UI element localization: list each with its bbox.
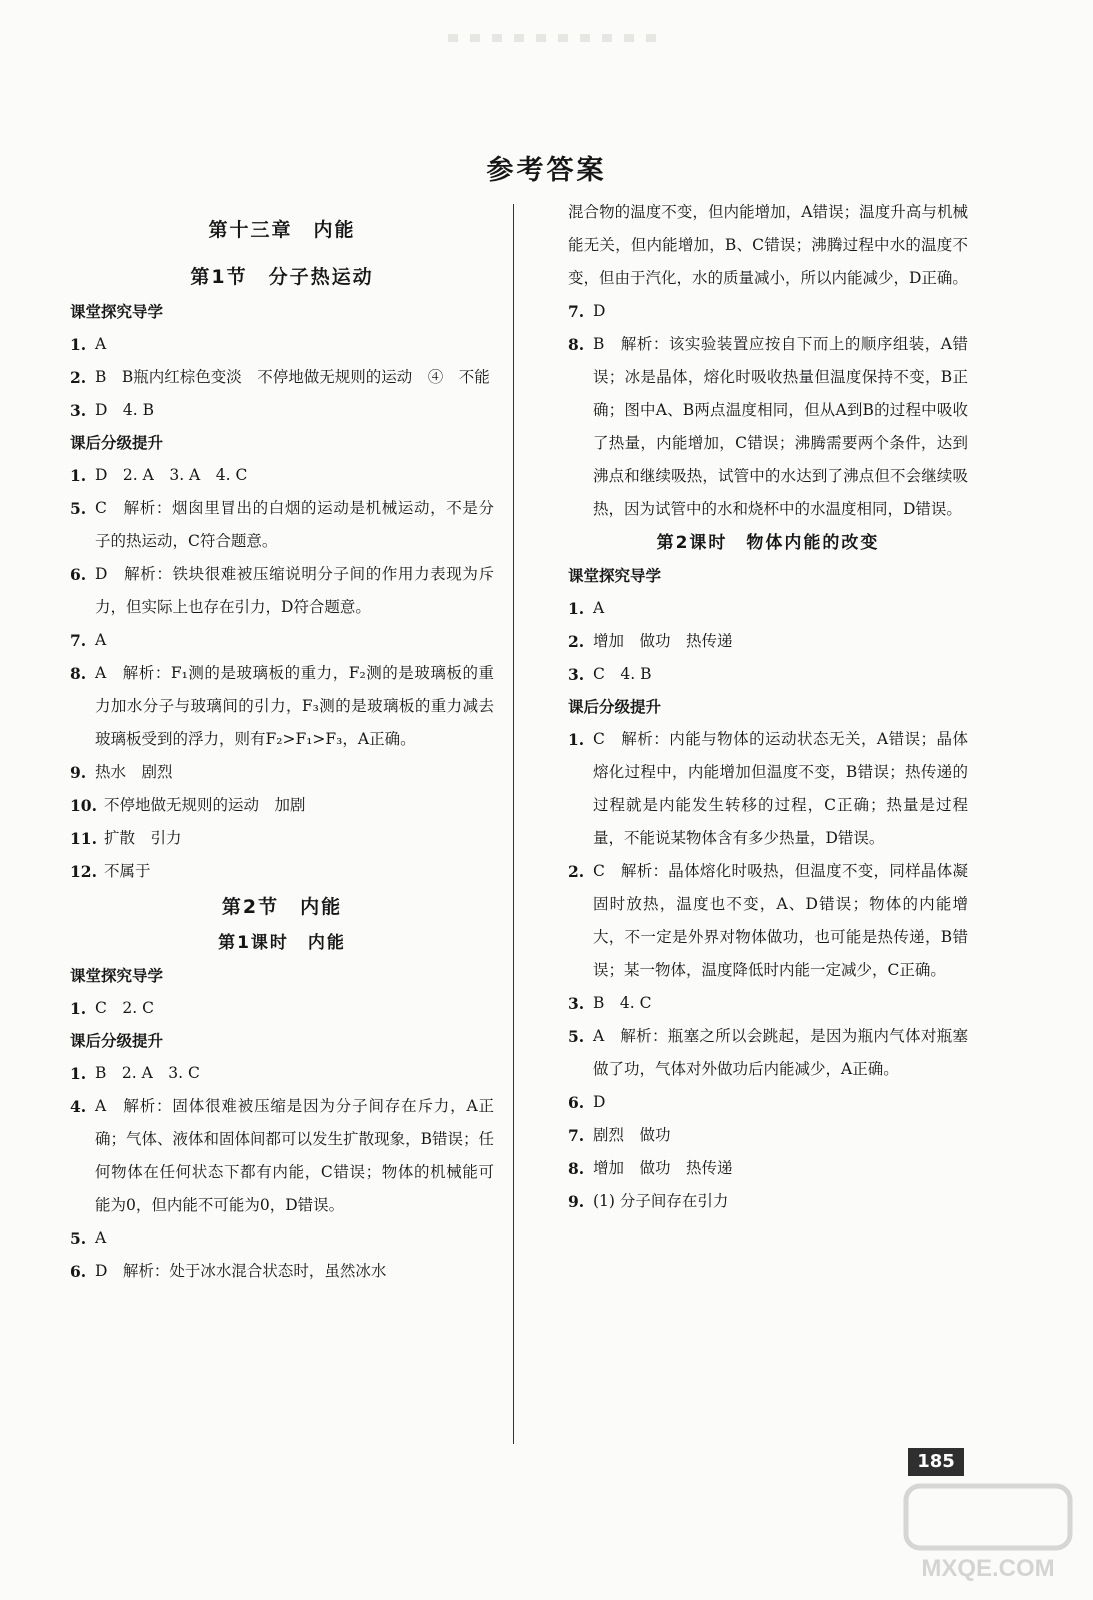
answer-text: A (95, 335, 107, 353)
answer-item (568, 328, 968, 526)
answer-number: 4. (70, 1097, 87, 1116)
answer-text: D 解析：铁块很难被压缩说明分子间的作用力表现为斥力，但实际上也存在引力，D符合题意。 (95, 565, 494, 616)
answer-item (70, 558, 494, 624)
answer-item (568, 855, 968, 987)
answer-text: (1) 分子间存在引力 (593, 1192, 729, 1210)
answer-number: 7. (568, 302, 585, 321)
answer-text: B 解析：该实验装置应按自下而上的顺序组装，A错误；冰是晶体，熔化时吸收热量但温度保持不变，B正确；图中A、B两点温度相同，但从A到B的过程中吸收了热量，内能增加，C错误；沸腾需要两个条件，达到沸点和继续吸热，试管中的水达到了沸点但不会继续吸热，因为试管中的水和烧杯中的水温度相同，D错误。 (593, 335, 968, 518)
answer-item (70, 1090, 494, 1222)
answer-item (70, 822, 494, 855)
answer-number: 1. (70, 466, 87, 485)
answer-text: 不停地做无规则的运动 加剧 (104, 796, 306, 814)
answer-text: 增加 做功 热传递 (593, 1159, 733, 1177)
answer-number: 1. (568, 599, 585, 618)
answer-number: 9. (568, 1192, 585, 1211)
right-column (568, 196, 968, 1218)
answer-item (70, 992, 494, 1025)
answer-text: A 解析：固体很难被压缩是因为分子间存在斥力，A正确；气体、液体和固体间都可以发生扩散现象，B错误；任何物体在任何状态下都有内能，C错误；物体的机械能可能为0，但内能不可能为0，D错误。 (95, 1097, 494, 1214)
answer-number: 6. (70, 565, 87, 584)
section-title: 第1节 分子热运动 (190, 266, 374, 288)
answer-item (70, 1222, 494, 1255)
answer-text: B 2. A 3. C (95, 1064, 200, 1082)
answer-text: A (95, 1229, 107, 1247)
answer-item (568, 625, 968, 658)
answer-number: 5. (568, 1027, 585, 1046)
answer-item (70, 1255, 494, 1288)
answer-text: 不属于 (104, 862, 151, 880)
answer-number: 12. (70, 862, 97, 881)
answer-item (568, 987, 968, 1020)
watermark-logo (898, 1480, 1078, 1590)
answer-number: 5. (70, 1229, 87, 1248)
answer-number: 1. (70, 1064, 87, 1083)
answer-number: 5. (70, 499, 87, 518)
answer-number: 6. (568, 1093, 585, 1112)
answer-number: 1. (568, 730, 585, 749)
answer-number: 7. (568, 1126, 585, 1145)
answer-number: 2. (70, 368, 87, 387)
continued-text: 混合物的温度不变，但内能增加，A错误；温度升高与机械能无关，但内能增加，B、C错误；沸腾过程中水的温度不变，但由于汽化，水的质量减小，所以内能减少，D正确。 (568, 203, 968, 287)
answer-item (568, 1119, 968, 1152)
answer-text: A 解析：瓶塞之所以会跳起，是因为瓶内气体对瓶塞做了功，气体对外做功后内能减少，A正确。 (593, 1027, 968, 1078)
answer-text: D (593, 302, 606, 320)
answer-number: 1. (70, 999, 87, 1018)
answer-text: C 解析：内能与物体的运动状态无关，A错误；晶体熔化过程中，内能增加但温度不变，B错误；热传递的过程就是内能发生转移的过程，C正确；热量是过程量，不能说某物体含有多少热量，D错误。 (593, 730, 968, 847)
answer-text: 剧烈 做功 (593, 1126, 671, 1144)
answer-text: A 解析：F₁测的是玻璃板的重力，F₂测的是玻璃板的重力加水分子与玻璃间的引力，F₃测的是玻璃板的重力减去玻璃板受到的浮力，则有F₂>F₁>F₃，A正确。 (95, 664, 494, 748)
subsection-heading: 课后分级提升 (568, 698, 662, 716)
left-column (70, 212, 494, 1288)
answer-text: B 4. C (593, 994, 652, 1012)
top-edge-mark (448, 34, 668, 42)
answer-item (568, 592, 968, 625)
page-number: 185 (908, 1448, 964, 1476)
answer-number: 8. (568, 335, 585, 354)
answer-text: D (593, 1093, 606, 1111)
answer-number: 7. (70, 631, 87, 650)
answer-number: 3. (568, 665, 585, 684)
answer-text: C 解析：烟囱里冒出的白烟的运动是机械运动，不是分子的热运动，C符合题意。 (95, 499, 494, 550)
section-title: 第2节 内能 (221, 896, 343, 918)
answer-number: 1. (70, 335, 87, 354)
answer-text: C 4. B (593, 665, 652, 683)
answer-item (568, 658, 968, 691)
subsection-heading: 课堂探究导学 (70, 303, 164, 321)
answer-number: 8. (568, 1159, 585, 1178)
answer-item (70, 855, 494, 888)
answer-text: 扩散 引力 (104, 829, 182, 847)
answer-item (70, 492, 494, 558)
answer-text: A (95, 631, 107, 649)
watermark-shape (906, 1486, 1070, 1548)
answer-item (568, 723, 968, 855)
answer-item (70, 624, 494, 657)
answer-item (70, 756, 494, 789)
answer-item (568, 1086, 968, 1119)
answer-number: 2. (568, 632, 585, 651)
answer-number: 6. (70, 1262, 87, 1281)
subsection-heading: 课堂探究导学 (70, 967, 164, 985)
answer-number: 3. (568, 994, 585, 1013)
answer-number: 9. (70, 763, 87, 782)
answer-item (568, 1152, 968, 1185)
answer-item (568, 295, 968, 328)
answer-number: 2. (568, 862, 585, 881)
lesson-title: 第2课时 物体内能的改变 (656, 533, 880, 553)
answer-text: 热水 剧烈 (95, 763, 173, 781)
answer-number: 11. (70, 829, 97, 848)
answer-number: 3. (70, 401, 87, 420)
answer-text: A (593, 599, 605, 617)
answer-item (568, 1185, 968, 1218)
answer-number: 8. (70, 664, 87, 683)
answer-text: B B瓶内红棕色变淡 不停地做无规则的运动 ④ 不能 (95, 368, 490, 386)
answer-item (70, 328, 494, 361)
answer-text: 增加 做功 热传递 (593, 632, 733, 650)
watermark-text: MXQE.COM (921, 1555, 1055, 1582)
answer-item (70, 394, 494, 427)
subsection-heading: 课堂探究导学 (568, 567, 662, 585)
answer-text: C 2. C (95, 999, 154, 1017)
answer-text: D 2. A 3. A 4. C (95, 466, 248, 484)
column-divider (513, 204, 514, 1444)
answer-text: C 解析：晶体熔化时吸热，但温度不变，同样晶体凝固时放热，温度也不变，A、D错误；物体的内能增大，不一定是外界对物体做功，也可能是热传递，B错误；某一物体，温度降低时内能一定减少，C正确。 (593, 862, 968, 979)
answer-item (568, 1020, 968, 1086)
answer-item (70, 789, 494, 822)
subsection-heading: 课后分级提升 (70, 434, 164, 452)
page-title: 参考答案 (486, 155, 607, 186)
answer-text: D 解析：处于冰水混合状态时，虽然冰水 (95, 1262, 387, 1280)
answer-number: 10. (70, 796, 97, 815)
answer-item (70, 657, 494, 756)
answer-item (70, 459, 494, 492)
subsection-heading: 课后分级提升 (70, 1032, 164, 1050)
lesson-title: 第1课时 内能 (218, 933, 346, 953)
answer-text: D 4. B (95, 401, 155, 419)
answer-item (70, 1057, 494, 1090)
answer-item (70, 361, 494, 394)
chapter-title: 第十三章 内能 (208, 219, 356, 241)
